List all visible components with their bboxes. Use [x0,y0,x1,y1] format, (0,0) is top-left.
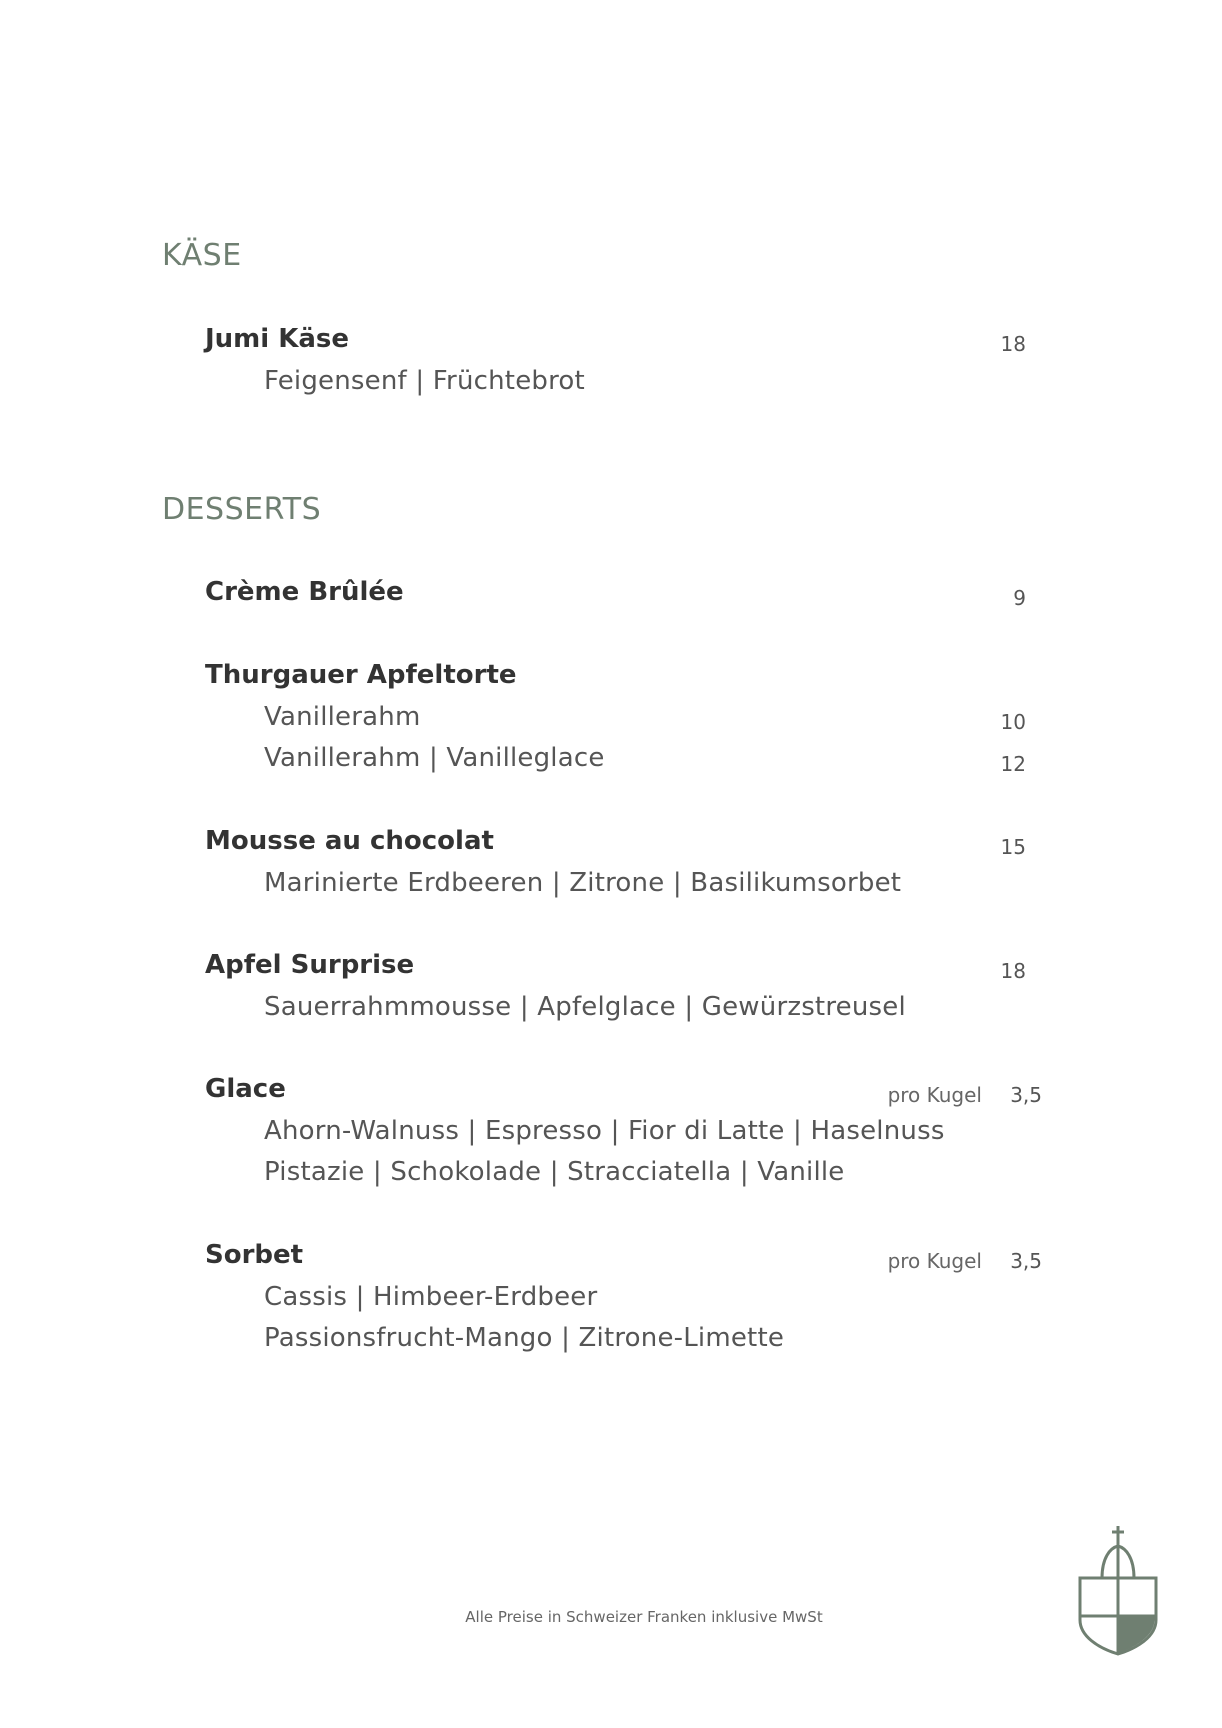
item-price-jumi-kaese: 18 [1000,332,1026,356]
item-unit-glace: pro Kugel [887,1083,982,1107]
item-desc-mousse-au-chocolat: Marinierte Erdbeeren | Zitrone | Basilikumsorbet [264,868,902,898]
item-desc-apfeltorte-variant-1: Vanillerahm [264,702,421,732]
footer-price-note: Alle Preise in Schweizer Franken inklusive MwSt [465,1608,823,1626]
item-desc-glace-line-1: Ahorn-Walnuss | Espresso | Fior di Latte | Haselnuss [264,1116,945,1146]
crest-shield-icon [1076,1524,1160,1656]
item-desc-apfeltorte-variant-2: Vanillerahm | Vanilleglace [264,743,605,773]
item-desc-sorbet-line-2: Passionsfrucht-Mango | Zitrone-Limette [264,1323,785,1353]
item-name-sorbet: Sorbet [205,1240,304,1270]
item-desc-jumi-kaese: Feigensenf | Früchtebrot [264,366,585,396]
item-name-glace: Glace [205,1074,286,1104]
section-title-desserts: DESSERTS [162,492,322,527]
item-price-mousse-au-chocolat: 15 [1000,835,1026,859]
item-price-sorbet: 3,5 [1010,1249,1042,1273]
item-desc-glace-line-2: Pistazie | Schokolade | Stracciatella | Vanille [264,1157,845,1187]
item-price-apfel-surprise: 18 [1000,959,1026,983]
item-unit-sorbet: pro Kugel [887,1249,982,1273]
item-name-mousse-au-chocolat: Mousse au chocolat [205,826,494,856]
item-name-thurgauer-apfeltorte: Thurgauer Apfeltorte [205,660,517,690]
item-name-apfel-surprise: Apfel Surprise [205,950,415,980]
item-price-apfeltorte-variant-1: 10 [1000,710,1026,734]
item-price-creme-brulee: 9 [1013,586,1026,610]
item-price-glace: 3,5 [1010,1083,1042,1107]
item-price-apfeltorte-variant-2: 12 [1000,752,1026,776]
section-title-kaese: KÄSE [162,238,242,273]
item-desc-sorbet-line-1: Cassis | Himbeer-Erdbeer [264,1282,598,1312]
item-name-creme-brulee: Crème Brûlée [205,577,404,607]
item-desc-apfel-surprise: Sauerrahmmousse | Apfelglace | Gewürzstreusel [264,992,906,1022]
item-name-jumi-kaese: Jumi Käse [205,324,350,354]
